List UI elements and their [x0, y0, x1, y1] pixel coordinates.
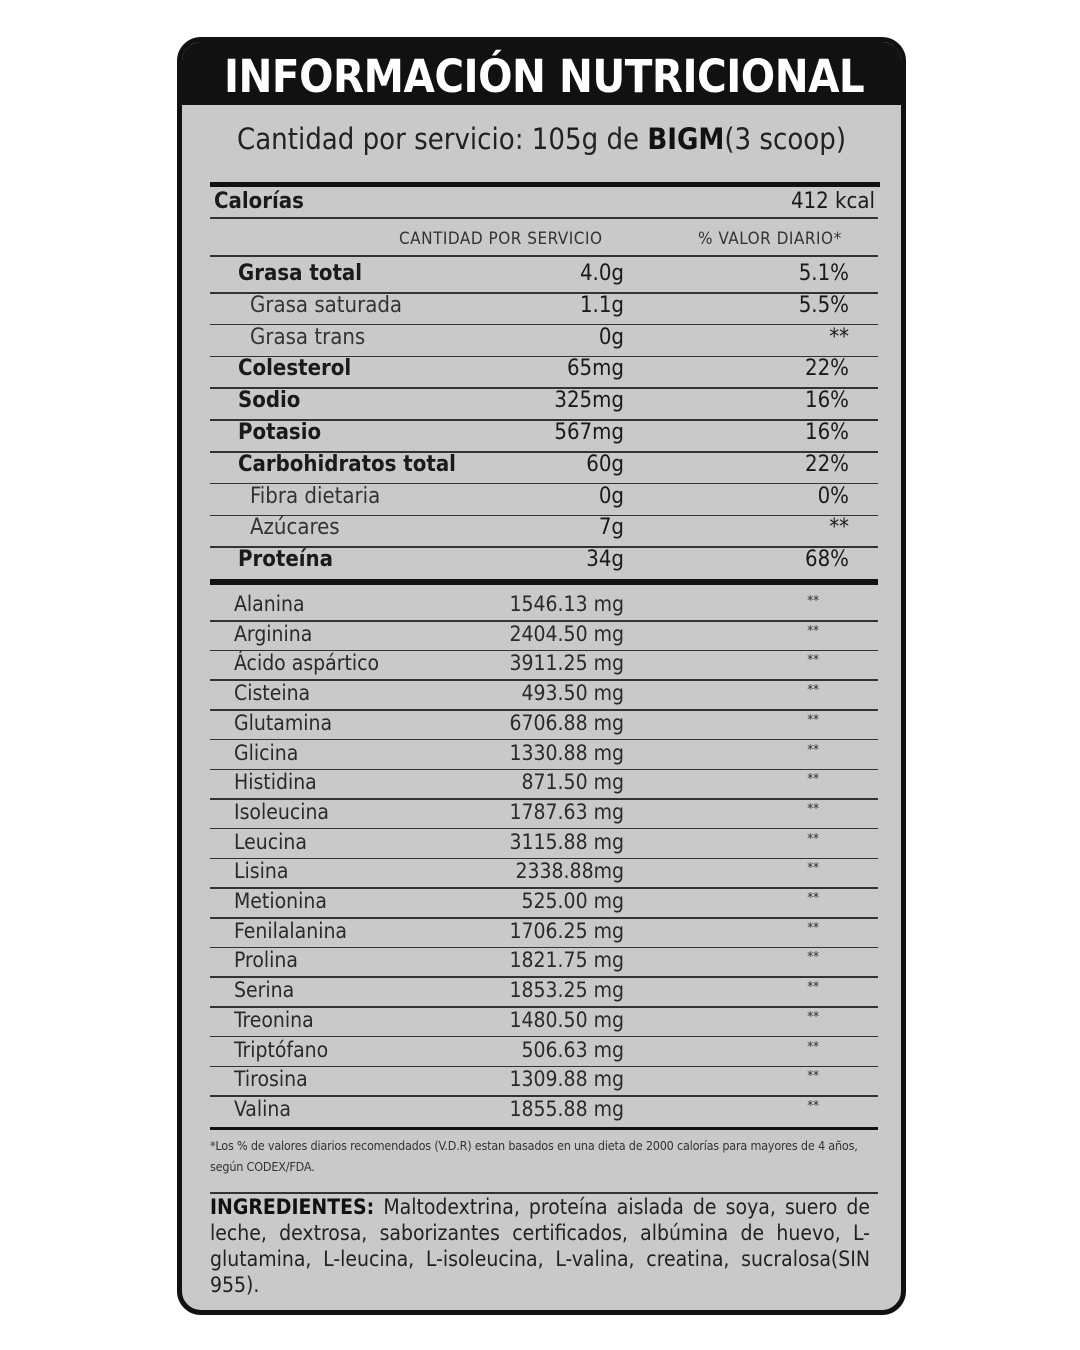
amino-label: Lisina	[234, 859, 289, 884]
amino-amount: 1855.88 mg	[509, 1096, 624, 1121]
nutrient-amount: 325mg	[554, 388, 624, 414]
nutrient-row	[212, 420, 877, 452]
serving-brand: BIGM	[647, 122, 725, 156]
amino-amount: 1821.75 mg	[509, 948, 624, 973]
nutrient-label: Grasa total	[238, 261, 363, 286]
nutrient-label: Grasa saturada	[250, 292, 403, 318]
amino-daily-value: **	[807, 831, 819, 847]
nutrition-label	[177, 37, 906, 1315]
amino-amount: 493.50 mg	[521, 681, 624, 706]
amino-daily-value: **	[807, 861, 819, 877]
nutrient-row	[212, 515, 877, 547]
amino-end-rule	[210, 1127, 878, 1130]
amino-row	[212, 1038, 877, 1068]
nutrient-row	[212, 356, 877, 388]
amino-label: Alanina	[234, 592, 305, 616]
nutrient-daily-value: 5.1%	[798, 261, 849, 286]
amino-amount: 3911.25 mg	[509, 651, 624, 676]
nutrient-daily-value: 16%	[805, 420, 849, 445]
nutrient-label: Proteína	[238, 547, 333, 573]
nutrient-label: Sodio	[238, 388, 301, 414]
amino-row	[212, 592, 877, 622]
serving-size	[182, 122, 901, 156]
amino-amount: 506.63 mg	[521, 1037, 624, 1062]
serving-prefix: Cantidad por servicio: 105g de	[236, 122, 640, 156]
amino-amount: 525.00 mg	[521, 889, 624, 913]
amino-label: Valina	[234, 1096, 291, 1121]
amino-label: Arginina	[234, 621, 313, 646]
serving-suffix: (3 scoop)	[724, 122, 847, 156]
amino-daily-value: **	[807, 980, 819, 996]
amino-label: Cisteina	[234, 681, 311, 706]
ingredients-section	[210, 1194, 870, 1298]
nutrient-row	[212, 547, 877, 579]
nutrient-row	[212, 261, 877, 293]
amino-row	[212, 651, 877, 681]
nutrient-daily-value: 22%	[805, 356, 849, 382]
nutrient-amount: 65mg	[566, 356, 624, 382]
calories-label: Calorías	[214, 189, 304, 214]
amino-label: Leucina	[234, 829, 307, 854]
nutrient-label: Carbohidratos total	[238, 451, 456, 477]
amino-label: Glicina	[234, 740, 299, 765]
nutrient-label: Fibra dietaria	[250, 483, 381, 509]
amino-label: Fenilalanina	[234, 918, 348, 943]
column-header-rule	[210, 255, 878, 257]
amino-section-rule	[210, 579, 878, 585]
amino-amount: 3115.88 mg	[509, 829, 624, 854]
amino-daily-value: **	[807, 683, 819, 699]
nutrient-row	[212, 293, 877, 325]
amino-amount: 1480.50 mg	[509, 1007, 624, 1032]
nutrient-daily-value: **	[829, 515, 849, 541]
nutrient-amount: 1.1g	[579, 292, 624, 318]
calories-rule	[210, 217, 878, 219]
amino-amount: 2404.50 mg	[509, 621, 624, 646]
amino-row	[212, 919, 877, 949]
amino-label: Tirosina	[234, 1067, 308, 1092]
nutrient-row	[212, 452, 877, 484]
amino-row	[212, 889, 877, 919]
column-header-daily-value: % VALOR DIARIO*	[698, 229, 842, 249]
ingredients-heading: INGREDIENTES:	[210, 1195, 375, 1219]
amino-label: Ácido aspártico	[234, 651, 380, 676]
nutrient-amount: 4.0g	[579, 261, 624, 286]
amino-label: Treonina	[234, 1007, 314, 1032]
amino-daily-value: **	[807, 891, 819, 906]
column-header-amount: CANTIDAD POR SERVICIO	[399, 229, 603, 249]
amino-amount: 1706.25 mg	[509, 918, 624, 943]
amino-row	[212, 830, 877, 860]
amino-row	[212, 741, 877, 771]
amino-amount: 6706.88 mg	[509, 710, 624, 735]
nutrient-daily-value: 22%	[805, 451, 849, 477]
amino-amount: 1330.88 mg	[509, 740, 624, 765]
nutrient-amount: 0g	[598, 483, 624, 509]
nutrient-amount: 567mg	[554, 420, 624, 445]
amino-amount: 2338.88mg	[515, 859, 624, 884]
amino-label: Triptófano	[234, 1037, 329, 1062]
amino-amount: 1546.13 mg	[509, 592, 624, 616]
amino-daily-value: **	[807, 594, 819, 609]
nutrient-amount: 0g	[598, 324, 624, 350]
amino-row	[212, 1008, 877, 1038]
amino-amount: 1787.63 mg	[509, 799, 624, 824]
nutrient-daily-value: 5.5%	[798, 292, 849, 318]
amino-label: Glutamina	[234, 710, 333, 735]
nutrient-amount: 60g	[586, 451, 624, 477]
amino-row	[212, 978, 877, 1008]
nutrient-label: Grasa trans	[250, 324, 366, 350]
nutrient-label: Colesterol	[238, 356, 352, 382]
amino-daily-value: **	[807, 712, 819, 728]
amino-row	[212, 1067, 877, 1097]
top-thick-rule	[210, 182, 880, 187]
label-title: INFORMACIÓN NUTRICIONAL	[182, 42, 901, 105]
nutrient-daily-value: 16%	[805, 388, 849, 414]
nutrient-row	[212, 388, 877, 420]
amino-label: Serina	[234, 978, 295, 1003]
amino-daily-value: **	[807, 950, 819, 966]
amino-daily-value: **	[807, 772, 819, 788]
ingredients-rule	[210, 1192, 878, 1194]
amino-row	[212, 1097, 877, 1127]
amino-daily-value: **	[807, 653, 819, 669]
amino-daily-value: **	[807, 1098, 819, 1114]
amino-row	[212, 770, 877, 800]
amino-daily-value: **	[807, 623, 819, 639]
amino-daily-value: **	[807, 801, 819, 817]
nutrient-row	[212, 325, 877, 357]
amino-daily-value: **	[807, 1039, 819, 1055]
amino-daily-value: **	[807, 742, 819, 758]
nutrient-amount: 34g	[586, 547, 624, 573]
nutrient-label: Azúcares	[250, 515, 340, 541]
amino-daily-value: **	[807, 920, 819, 936]
amino-row	[212, 622, 877, 652]
nutrient-daily-value: 0%	[817, 483, 849, 509]
ingredients-text: Maltodextrina, proteína aislada de soya, suero de leche, dextrosa, saborizantes certificados, albúmina de huevo, L-glutamina, L-leucina, L-isoleucina, L-valina, creatina, sucralosa(SIN 955).	[210, 1195, 870, 1297]
amino-amount: 1309.88 mg	[509, 1067, 624, 1092]
amino-label: Prolina	[234, 948, 298, 973]
amino-row	[212, 859, 877, 889]
amino-daily-value: **	[807, 1069, 819, 1085]
nutrient-row	[212, 484, 877, 516]
amino-amount: 871.50 mg	[521, 770, 624, 795]
amino-amount: 1853.25 mg	[509, 978, 624, 1003]
amino-row	[212, 711, 877, 741]
amino-row	[212, 681, 877, 711]
amino-label: Histidina	[234, 770, 317, 795]
amino-label: Metionina	[234, 889, 327, 913]
nutrient-amount: 7g	[598, 515, 624, 541]
amino-daily-value: **	[807, 1009, 819, 1025]
daily-value-footnote: *Los % de valores diarios recomendados (V.D.R) estan basados en una dieta de 2000 calorías para mayores de 4 años, según CODEX/FDA.	[210, 1138, 858, 1174]
nutrient-daily-value: **	[829, 324, 849, 350]
nutrient-daily-value: 68%	[805, 547, 849, 573]
amino-row	[212, 800, 877, 830]
amino-row	[212, 948, 877, 978]
calories-value: 412 kcal	[790, 189, 875, 214]
amino-label: Isoleucina	[234, 799, 330, 824]
nutrient-label: Potasio	[238, 420, 322, 445]
